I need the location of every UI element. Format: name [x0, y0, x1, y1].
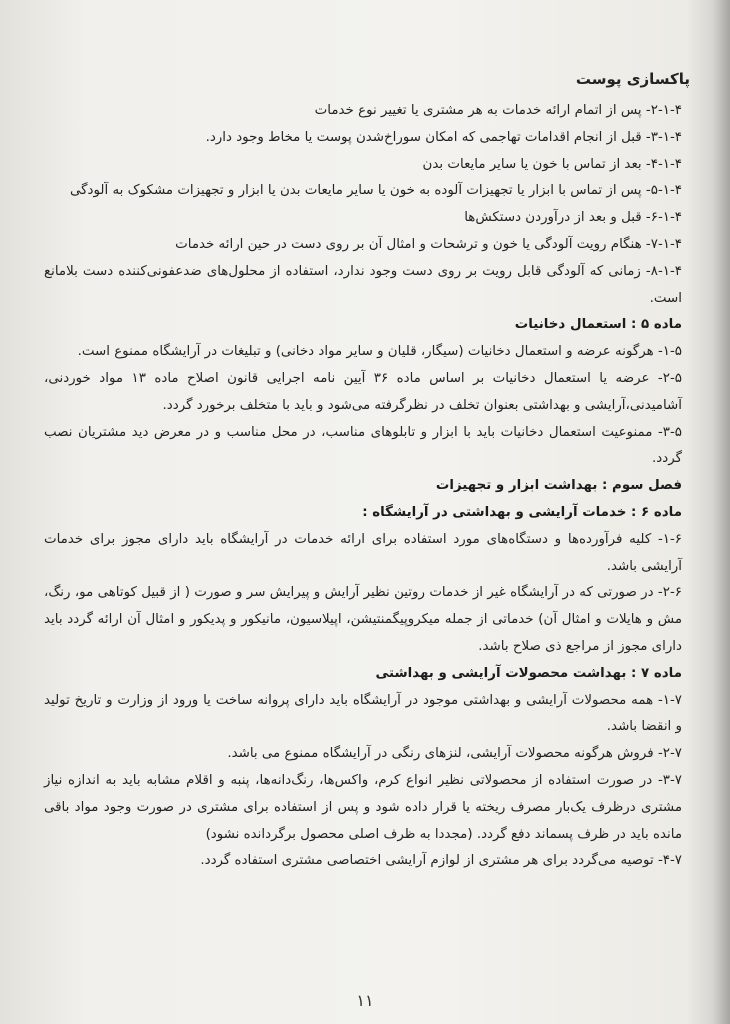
clause-paragraph: ۲-۶- در صورتی که در آرایشگاه غیر از خدمات روتین نظیر آرایش و پیرایش سر و صورت ( از قبیل کوتاهی مو، رنگ، مش و هایلات و امثال آن) خدماتی از جمله میکروپیگمنتیشن، اپیلاسیون، مانیکور و پدیکور و امثال آن ارائه گردد باید دارای مجوز از مراجع ذی صلاح باشد.: [44, 585, 682, 654]
section-heading: ماده ۶ : خدمات آرایشی و بهداشتی در آرایشگاه :: [362, 504, 682, 520]
clause-paragraph: ۳-۷- در صورت استفاده از محصولاتی نظیر انواع کرم، واکس‌ها، رنگ‌دانه‌ها، پنبه و اقلام مشابه باید به اندازه نیاز مشتری درظرف یک‌بار مصرف ریخته یا قرار داده شود و پس از استفاده برای مشتری در صورت وجود مواد باقی مانده باید در ظرف پسماند دفع گردد. (مجددا به ظرف اصلی محصول برگردانده نشود): [44, 772, 682, 842]
clause-paragraph: ۲-۱-۴- پس از اتمام ارائه خدمات به هر مشتری یا تغییر نوع خدمات: [314, 103, 682, 118]
section-heading: فصل سوم : بهداشت ابزار و تجهیزات: [435, 478, 682, 494]
clause-paragraph: ۱-۶- کلیه فرآورده‌ها و دستگاه‌های مورد استفاده برای ارائه خدمات در آرایشگاه باید دارای مجوز برای خدمات آرایشی باشد.: [44, 531, 682, 574]
section-heading: ماده ۷ : بهداشت محصولات آرایشی و بهداشتی: [375, 665, 682, 681]
clause-paragraph: ۳-۵- ممنوعیت استعمال دخانیات باید با ابزار و تابلوهای مناسب، در محل مناسب و در معرض دید مشتریان نصب گردد.: [44, 424, 682, 467]
clause-paragraph: ۴-۷- توصیه می‌گردد برای هر مشتری از لوازم آرایشی اختصاصی مشتری استفاده گردد.: [200, 853, 682, 869]
body-text: [44, 98, 682, 875]
clause-paragraph: ۲-۵- عرضه یا استعمال دخانیات بر اساس ماده ۳۶ آیین نامه اجرایی قانون اصلاح ماده ۱۳ مواد خوردنی، آشامیدنی،آرایشی و بهداشتی بعنوان تخلف در نظرگرفته می‌شود و باید با متخلف برخورد گردد.: [44, 370, 682, 413]
clause-paragraph: ۴-۱-۴- بعد از تماس با خون یا سایر مایعات بدن: [422, 156, 682, 172]
clause-paragraph: ۷-۱-۴- هنگام رویت آلودگی یا خون و ترشحات و امثال آن بر روی دست در حین ارائه خدمات: [175, 236, 682, 252]
clause-paragraph: ۱-۷- همه محصولات آرایشی و بهداشتی موجود در آرایشگاه باید دارای پروانه ساخت یا ورود از وزارت و تاریخ تولید و انقضا باشد.: [44, 692, 682, 735]
running-header: پاکسازی پوست: [575, 70, 690, 88]
section-heading: ماده ۵ : استعمال دخانیات: [514, 317, 682, 333]
clause-paragraph: ۵-۱-۴- پس از تماس با ابزار یا تجهیزات آلوده به خون یا سایر مایعات بدن یا ابزار و تجهیزات مشکوک به آلودگی: [70, 183, 682, 199]
clause-paragraph: ۳-۱-۴- قبل از انجام اقدامات تهاجمی که امکان سوراخ‌شدن پوست یا مخاط وجود دارد.: [205, 129, 682, 145]
clause-paragraph: ۶-۱-۴- قبل و بعد از درآوردن دستکش‌ها: [464, 210, 682, 226]
clause-paragraph: ۲-۷- فروش هرگونه محصولات آرایشی، لنزهای رنگی در آرایشگاه ممنوع می باشد.: [227, 746, 682, 762]
page-number: ۱۱: [356, 991, 374, 1010]
clause-paragraph: ۸-۱-۴- زمانی که آلودگی قابل رویت بر روی دست وجود ندارد، استفاده از محلول‌های ضدعفونی‌کننده دست بلامانع است.: [44, 263, 682, 306]
page-edge-shadow: [712, 0, 730, 1024]
clause-paragraph: ۱-۵- هرگونه عرضه و استعمال دخانیات (سیگار، قلیان و سایر مواد دخانی) و تبلیغات در آرایشگاه ممنوع است.: [77, 344, 682, 360]
